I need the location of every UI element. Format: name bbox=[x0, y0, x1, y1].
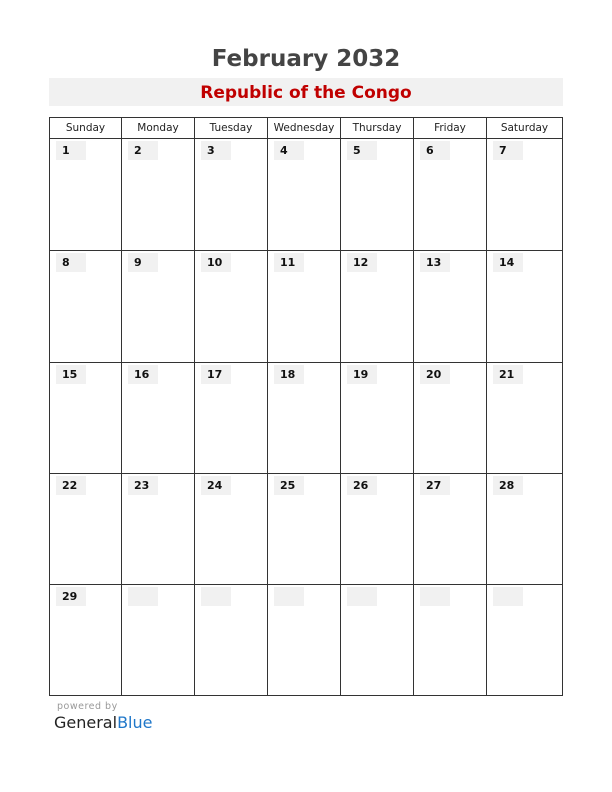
day-cell[interactable] bbox=[122, 251, 195, 363]
day-number: 22 bbox=[56, 476, 86, 495]
day-cell[interactable] bbox=[268, 585, 341, 696]
day-cell[interactable] bbox=[341, 139, 414, 251]
generalblue-logo[interactable] bbox=[54, 713, 152, 732]
weekday-header-saturday: Saturday bbox=[487, 118, 563, 139]
weekday-header-thursday: Thursday bbox=[341, 118, 414, 139]
weekday-header-monday: Monday bbox=[122, 118, 195, 139]
day-cell[interactable] bbox=[268, 474, 341, 585]
day-number: 4 bbox=[274, 141, 304, 160]
country-banner bbox=[49, 78, 563, 106]
day-number: 24 bbox=[201, 476, 231, 495]
day-cell[interactable] bbox=[50, 251, 122, 363]
day-number: 5 bbox=[347, 141, 377, 160]
day-cell[interactable] bbox=[268, 363, 341, 474]
day-cell[interactable] bbox=[122, 363, 195, 474]
weekday-header-sunday: Sunday bbox=[50, 118, 122, 139]
day-number: 21 bbox=[493, 365, 523, 384]
day-cell[interactable] bbox=[414, 139, 487, 251]
day-number: 18 bbox=[274, 365, 304, 384]
day-number: 19 bbox=[347, 365, 377, 384]
day-cell[interactable] bbox=[268, 139, 341, 251]
day-number: 17 bbox=[201, 365, 231, 384]
day-number: 25 bbox=[274, 476, 304, 495]
day-number: 2 bbox=[128, 141, 158, 160]
day-cell[interactable] bbox=[122, 585, 195, 696]
day-cell[interactable] bbox=[195, 585, 268, 696]
day-cell[interactable] bbox=[341, 251, 414, 363]
day-number bbox=[274, 587, 304, 606]
logo-general-text: General bbox=[54, 713, 118, 732]
day-number: 9 bbox=[128, 253, 158, 272]
day-number: 20 bbox=[420, 365, 450, 384]
day-cell[interactable] bbox=[195, 139, 268, 251]
day-cell[interactable] bbox=[487, 363, 563, 474]
day-cell[interactable] bbox=[341, 585, 414, 696]
day-cell[interactable] bbox=[195, 363, 268, 474]
country-name: Republic of the Congo bbox=[200, 83, 412, 103]
day-cell[interactable] bbox=[487, 251, 563, 363]
logo-blue-text: Blue bbox=[117, 713, 153, 732]
weekday-header-tuesday: Tuesday bbox=[195, 118, 268, 139]
weekday-header-friday: Friday bbox=[414, 118, 487, 139]
day-cell[interactable] bbox=[195, 474, 268, 585]
day-cell[interactable] bbox=[341, 474, 414, 585]
day-cell[interactable] bbox=[414, 363, 487, 474]
day-number bbox=[420, 587, 450, 606]
day-cell[interactable] bbox=[414, 474, 487, 585]
day-cell[interactable] bbox=[487, 139, 563, 251]
day-cell[interactable] bbox=[487, 585, 563, 696]
day-cell[interactable] bbox=[268, 251, 341, 363]
day-number: 11 bbox=[274, 253, 304, 272]
day-number bbox=[347, 587, 377, 606]
page-title: February 2032 bbox=[211, 46, 401, 72]
day-cell[interactable] bbox=[50, 585, 122, 696]
powered-by-label: powered by bbox=[57, 701, 118, 712]
day-cell[interactable] bbox=[50, 139, 122, 251]
day-cell[interactable] bbox=[341, 363, 414, 474]
day-cell[interactable] bbox=[195, 251, 268, 363]
day-number: 23 bbox=[128, 476, 158, 495]
day-number: 10 bbox=[201, 253, 231, 272]
day-cell[interactable] bbox=[414, 585, 487, 696]
day-number: 28 bbox=[493, 476, 523, 495]
day-number: 6 bbox=[420, 141, 450, 160]
day-number bbox=[128, 587, 158, 606]
day-cell[interactable] bbox=[50, 363, 122, 474]
day-cell[interactable] bbox=[122, 139, 195, 251]
day-number: 27 bbox=[420, 476, 450, 495]
day-cell[interactable] bbox=[122, 474, 195, 585]
day-cell[interactable] bbox=[487, 474, 563, 585]
day-cell[interactable] bbox=[50, 474, 122, 585]
day-number: 15 bbox=[56, 365, 86, 384]
weekday-header-wednesday: Wednesday bbox=[268, 118, 341, 139]
day-number: 16 bbox=[128, 365, 158, 384]
day-cell[interactable] bbox=[414, 251, 487, 363]
day-number: 14 bbox=[493, 253, 523, 272]
day-number: 3 bbox=[201, 141, 231, 160]
day-number: 8 bbox=[56, 253, 86, 272]
day-number bbox=[493, 587, 523, 606]
day-number: 1 bbox=[56, 141, 86, 160]
day-number: 26 bbox=[347, 476, 377, 495]
calendar-grid bbox=[49, 117, 563, 696]
day-number: 29 bbox=[56, 587, 86, 606]
day-number bbox=[201, 587, 231, 606]
day-number: 7 bbox=[493, 141, 523, 160]
day-number: 12 bbox=[347, 253, 377, 272]
day-number: 13 bbox=[420, 253, 450, 272]
